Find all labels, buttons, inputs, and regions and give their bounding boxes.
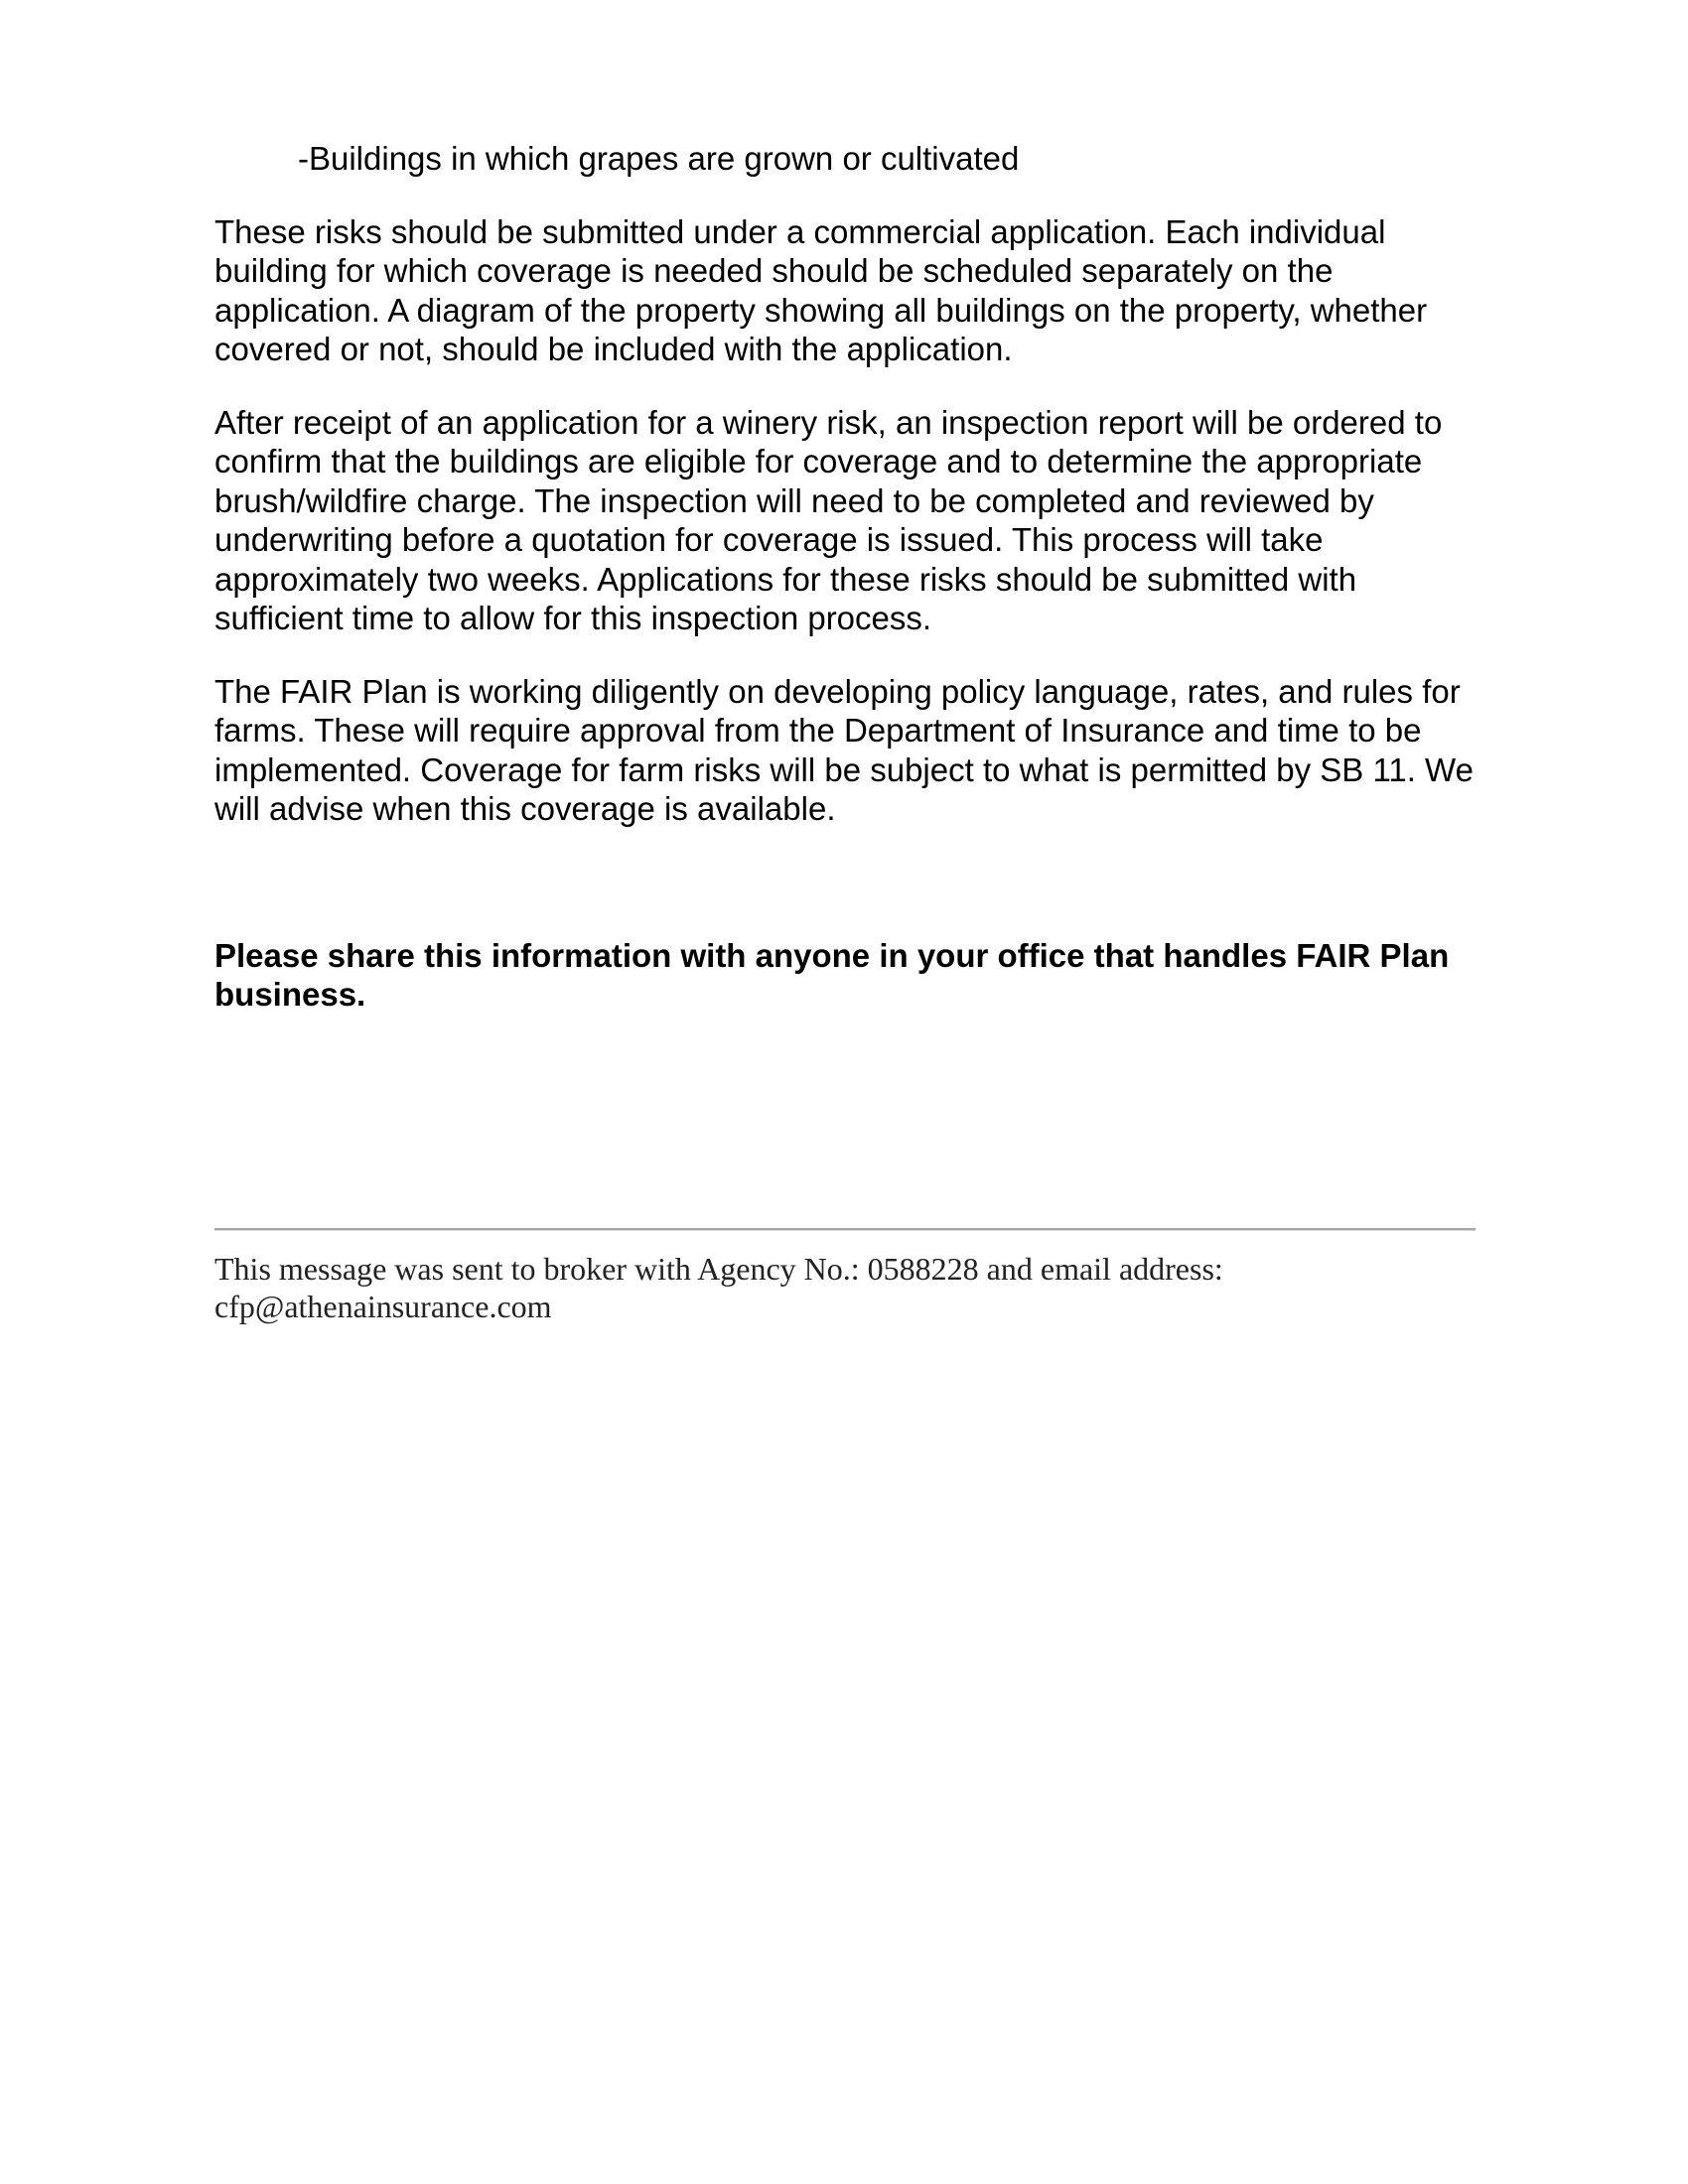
closing-note: Please share this information with anyone in your office that handles FAIR Plan business. xyxy=(214,936,1450,1013)
footer-email-address: cfp@athenainsurance.com xyxy=(214,1289,552,1324)
bullet-item: -Buildings in which grapes are grown or cultivated xyxy=(298,140,1020,177)
paragraph-inspection-process: After receipt of an application for a winery risk, an inspection report will be ordered to confirm that the buildings are eligible for coverage and to determine the appropriate brush/wildfire charge. The inspection will need to be completed and reviewed by underwriting before a quotation for coverage is issued. This process will take approximately two weeks. Applications for these risks should be submitted with sufficient time to allow for this inspection process. xyxy=(214,403,1443,636)
paragraph-farm-coverage: The FAIR Plan is working diligently on developing policy language, rates, and rules for farms. These will require approval from the Department of Insurance and time to be implemented. Coverage for farm risks will be subject to what is permitted by SB 11. We will advise when this coverage is available. xyxy=(214,672,1474,827)
paragraph-commercial-application: These risks should be submitted under a commercial application. Each individual building for which coverage is needed should be scheduled separately on the application. A diagram of the property showing all buildings on the property, whether covered or not, should be included with the application. xyxy=(214,212,1428,367)
footer-divider xyxy=(214,1228,1476,1231)
footer-line-agency: This message was sent to broker with Agency No.: 0588228 and email address: xyxy=(214,1251,1223,1287)
footer-message xyxy=(214,1250,1476,1325)
document-body xyxy=(214,139,1476,1015)
